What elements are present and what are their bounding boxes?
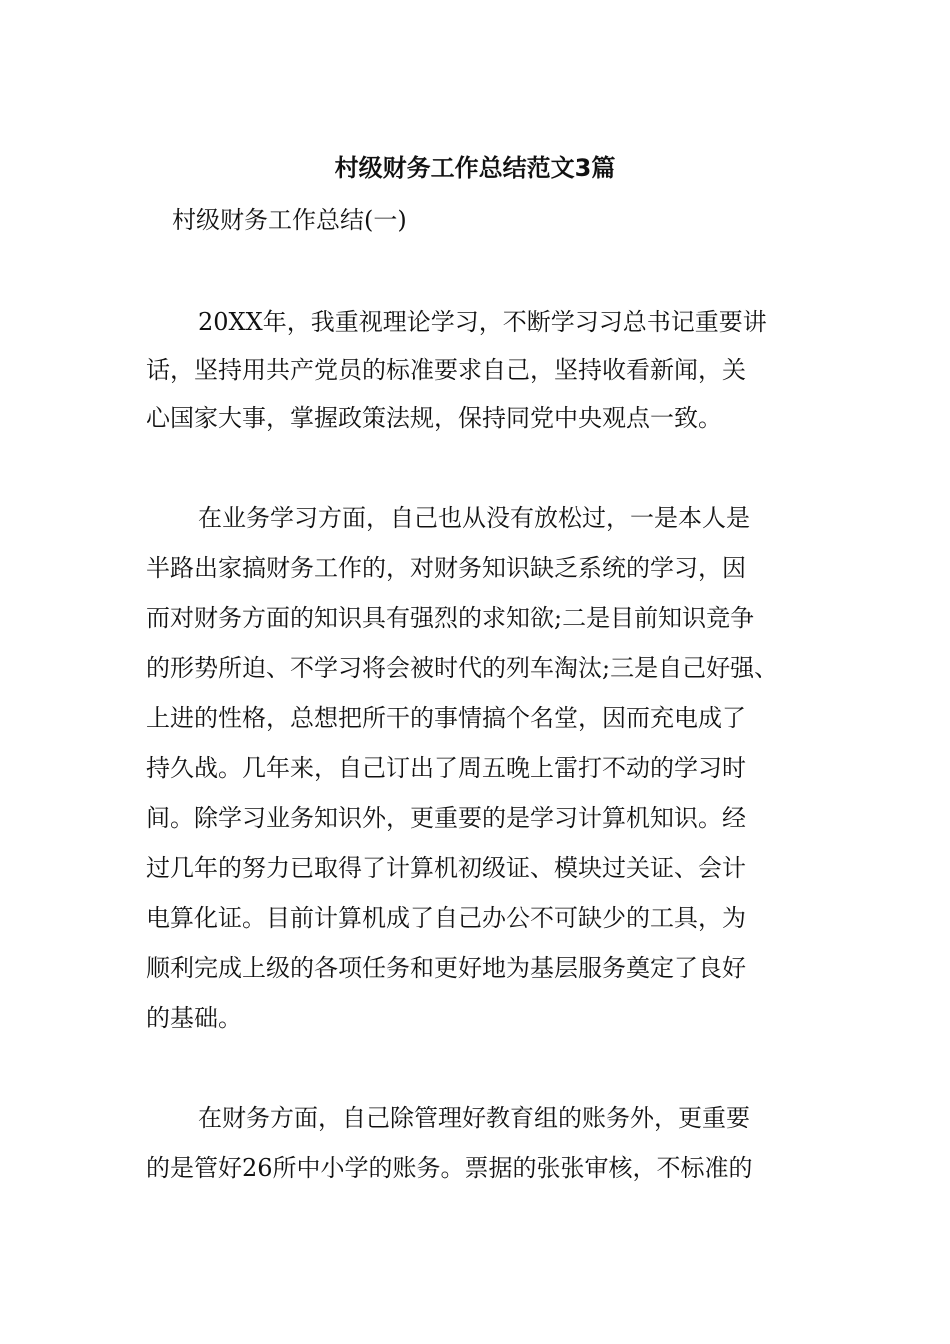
- paragraph-2-line-11: 的基础。: [146, 1004, 242, 1032]
- paragraph-2-line-8: 过几年的努力已取得了计算机初级证、模块过关证、会计: [146, 854, 746, 882]
- paragraph-2-line-1: 在业务学习方面，自己也从没有放松过，一是本人是: [198, 504, 750, 532]
- document-title: 村级财务工作总结范文3篇: [334, 154, 616, 182]
- paragraph-3-line-2: 的是管好26所中小学的账务。票据的张张审核，不标准的: [146, 1154, 753, 1182]
- paragraph-2-line-6: 持久战。几年来，自己订出了周五晚上雷打不动的学习时: [146, 754, 746, 782]
- paragraph-2-line-4: 的形势所迫、不学习将会被时代的列车淘汰;三是自己好强、: [146, 654, 779, 682]
- paragraph-3-line-1: 在财务方面，自己除管理好教育组的账务外，更重要: [198, 1104, 750, 1132]
- paragraph-2-line-7: 间。除学习业务知识外，更重要的是学习计算机知识。经: [146, 804, 746, 832]
- section-heading: 村级财务工作总结(一): [172, 206, 407, 234]
- paragraph-2-line-5: 上进的性格，总想把所干的事情搞个名堂，因而充电成了: [146, 704, 746, 732]
- paragraph-2-line-3: 而对财务方面的知识具有强烈的求知欲;二是目前知识竞争: [146, 604, 755, 632]
- paragraph-2-line-9: 电算化证。目前计算机成了自己办公不可缺少的工具，为: [146, 904, 746, 932]
- paragraph-2-line-10: 顺利完成上级的各项任务和更好地为基层服务奠定了良好: [146, 954, 746, 982]
- paragraph-1-line-2: 话，坚持用共产党员的标准要求自己，坚持收看新闻，关: [146, 356, 746, 384]
- paragraph-1-line-1: 20XX年，我重视理论学习，不断学习习总书记重要讲: [198, 308, 767, 336]
- paragraph-2-line-2: 半路出家搞财务工作的，对财务知识缺乏系统的学习，因: [146, 554, 746, 582]
- paragraph-1-line-3: 心国家大事，掌握政策法规，保持同党中央观点一致。: [146, 404, 722, 432]
